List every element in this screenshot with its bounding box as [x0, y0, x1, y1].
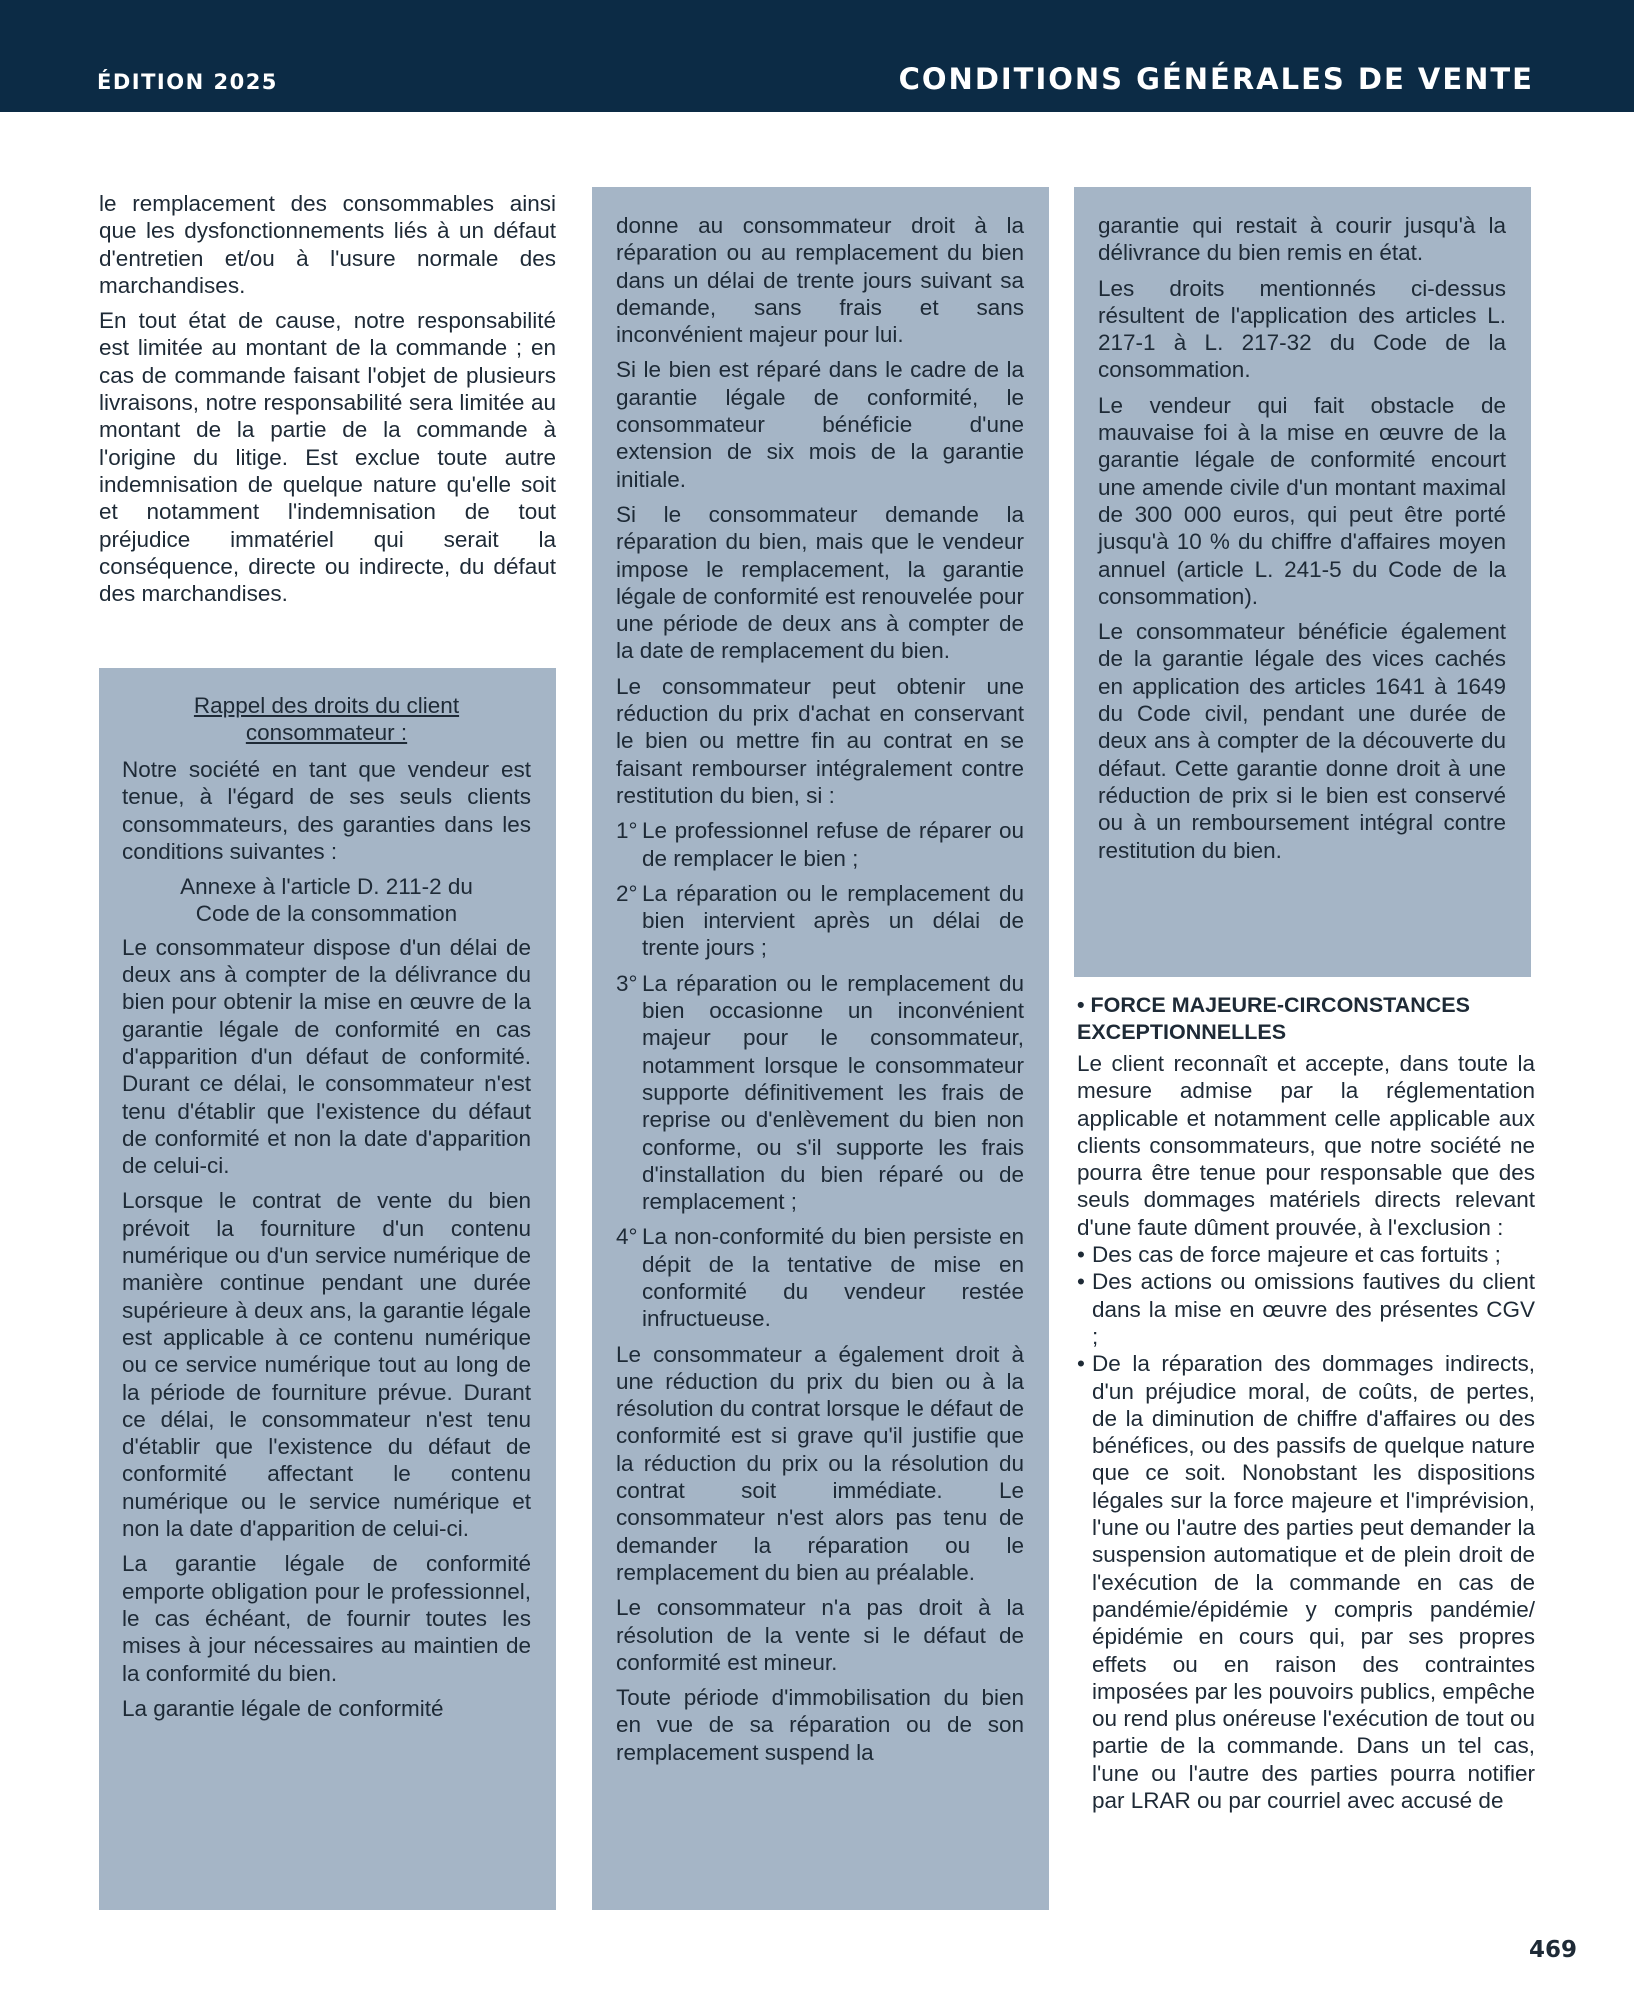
box-left-paragraph-2: Lorsque le contrat de vente du bien prévoit la fourniture d'un contenu numérique ou d'un service numérique de manière continue pendant une durée supérieure à deux ans, la garantie légale est applicable à ce contenu numérique ou ce service numérique tout au long de la période de fourniture prévue. Durant ce délai, le consommateur n'est tenu d'établir que l'existence du défaut de conformité affectant le contenu numérique ou le service numérique et non la date d'apparition de celui-ci. [122, 1188, 531, 1542]
item-text: La réparation ou le remplacement du bien occasionne un inconvénient majeur pour le consommateur, notamment lorsque le consommateur supporte définitivement les frais de reprise ou d'enlèvement du bien non conforme, ou s'il supporte les frais d'installation du bien réparé ou de remplacement ; [642, 970, 1024, 1215]
item-text: Le professionnel refuse de réparer ou de remplacer le bien ; [642, 818, 1024, 871]
box-right-paragraph-4: Le consommateur bénéficie également de la garantie légale des vices cachés en application des articles 1641 à 1649 du Code civil, pendant une durée de deux ans à compter de la découverte du défaut. Cette garantie donne droit à une réduction de prix si le bien est conservé ou à un remboursement intégral contre restitution du bien. [1098, 619, 1506, 863]
box-mid-paragraph-1: donne au consommateur droit à la réparation ou au remplacement du bien dans un délai de trente jours suivant sa demande, sans frais et sans inconvénient majeur pour lui. [616, 213, 1024, 348]
box-mid-paragraph-3: Si le consommateur demande la réparation du bien, mais que le vendeur impose le remplacement, la garantie légale de conformité est renouvelée pour une période de deux ans à compter de la date de remplacement du bien. [616, 501, 1024, 664]
document-title: CONDITIONS GÉNÉRALES DE VENTE [898, 62, 1534, 96]
box-left-paragraph-4: La garantie légale de conformité [122, 1695, 444, 1721]
item-text: La non-conformité du bien persiste en dépit de la tentative de mise en conformité du vendeur restée infructueuse. [642, 1224, 1024, 1332]
numbered-item [616, 1223, 1024, 1332]
bullet-text: De la réparation des dommages indirects, d'un préjudice moral, de coûts, de pertes, de la diminution de chiffre d'affaires ou des bénéfices, ou des passifs de quelque nature que ce soit. Nonobstant les dispositions légales sur la force majeure et l'imprévision, l'une ou l'autre des parties peut demander la suspension automatique et de plein droit de l'exécution de la commande en cas de pandémie/épidémie y compris pandémie/épidémie en cours qui, par ses propres effets ou en raison des contraintes imposées par les pouvoirs publics, empêche ou rend plus onéreuse l'exécution de tout ou partie de la commande. Dans un tel cas, l'une ou l'autre des parties pourra notifier par LRAR ou par courriel avec accusé de [1092, 1351, 1535, 1814]
box-left-paragraph-1: Le consommateur dispose d'un délai de deux ans à compter de la délivrance du bien pour obtenir la mise en œuvre de la garantie légale de conformité en cas d'apparition d'un défaut de conformité. Durant ce délai, le consommateur n'est tenu d'établir que l'existence du défaut de conformité et non la date d'apparition de celui-ci. [122, 934, 531, 1179]
item-number: 1° [616, 818, 638, 844]
force-majeure-intro: Le client reconnaît et accepte, dans toute la mesure admise par la réglementation applicable et notamment celle applicable aux clients consommateurs, que notre société ne pourra être tenue pour responsable que des seuls dommages matériels directs relevant d'une faute dûment prouvée, à l'exclusion : [1077, 1051, 1535, 1240]
consumer-rights-box [99, 668, 556, 1910]
left-paragraph-2: En tout état de cause, notre responsabilité est limitée au montant de la commande ; en cas de commande faisant l'objet de plusieurs livraisons, notre responsabilité sera limitée au montant de la partie de la commande à l'origine du litige. Est exclue toute autre indemnisation de quelque nature qu'elle soit et notamment l'indemnisation de tout préjudice immatériel qui serait la conséquence, directe ou indirecte, du défaut des marchandises. [99, 308, 556, 607]
annex-reference [122, 873, 531, 928]
item-number: 2° [616, 880, 638, 906]
box-right-paragraph-2: Les droits mentionnés ci-dessus résultent de l'application des articles L. 217-1 à L. 217-32 du Code de la consommation. [1098, 275, 1506, 383]
consumer-rights-intro: Notre société en tant que vendeur est tenue, à l'égard de ses seuls clients consommateurs, des garanties dans les conditions suivantes : [122, 757, 531, 864]
box-mid-paragraph-6: Le consommateur n'a pas droit à la résolution de la vente si le défaut de conformité est mineur. [616, 1595, 1024, 1675]
bullet-glyph: • [1077, 1351, 1085, 1377]
warranty-box-middle [592, 187, 1049, 1910]
force-majeure-heading-line-2: EXCEPTIONNELLES [1077, 1020, 1287, 1044]
consumer-rights-title-line-2: consommateur : [245, 720, 408, 745]
right-column [1077, 992, 1535, 1814]
bullet-item [1077, 1350, 1535, 1814]
box-right-paragraph-3: Le vendeur qui fait obstacle de mauvaise foi à la mise en œuvre de la garantie légale de conformité encourt une amende civile d'un montant maximal de 300 000 euros, qui peut être porté jusqu'à 10 % du chiffre d'affaires moyen annuel (article L. 241-5 du Code de la consommation). [1098, 392, 1506, 609]
bullet-glyph: • [1077, 1242, 1085, 1268]
page-number: 469 [1528, 1937, 1577, 1963]
force-majeure-heading-line-1: • FORCE MAJEURE-CIRCONSTANCES [1077, 993, 1470, 1017]
item-number: 4° [616, 1224, 638, 1250]
bullet-glyph: • [1077, 1269, 1085, 1295]
left-paragraph-1: le remplacement des consommables ainsi que les dysfonctionnements liés à un défaut d'entretien et/ou à l'usure normale des marchandises. [99, 191, 556, 298]
box-right-paragraph-1: garantie qui restait à courir jusqu'à la délivrance du bien remis en état. [1098, 213, 1506, 266]
box-left-paragraph-3: La garantie légale de conformité emporte obligation pour le professionnel, le cas échéant, de fournir toutes les mises à jour nécessaires au maintien de la conformité du bien. [122, 1551, 531, 1686]
numbered-item [616, 880, 1024, 962]
consumer-rights-title-line-1: Rappel des droits du client [193, 693, 460, 718]
bullet-item [1077, 1268, 1535, 1350]
numbered-item [616, 817, 1024, 872]
left-column [99, 190, 556, 615]
force-majeure-heading [1077, 992, 1535, 1046]
numbered-item [616, 970, 1024, 1216]
annex-line-2: Code de la consommation [195, 901, 458, 927]
warranty-box-right [1074, 187, 1531, 977]
consumer-rights-title [122, 692, 531, 746]
bullet-text: Des actions ou omissions fautives du client dans la mise en œuvre des présentes CGV ; [1092, 1269, 1535, 1349]
box-mid-paragraph-5: Le consommateur a également droit à une réduction du prix du bien ou à la résolution du contrat lorsque le défaut de conformité est si grave qu'il justifie que la réduction du prix ou la résolution du contrat soit immédiate. Le consommateur n'est alors pas tenu de demander la réparation ou le remplacement du bien au préalable. [616, 1341, 1024, 1585]
box-mid-paragraph-4: Le consommateur peut obtenir une réduction du prix d'achat en conservant le bien ou mettre fin au contrat en se faisant rembourser intégralement contre restitution du bien, si : [616, 673, 1024, 808]
box-mid-paragraph-7: Toute période d'immobilisation du bien en vue de sa réparation ou de son remplacement suspend la [616, 1685, 1024, 1765]
bullet-item [1077, 1241, 1535, 1268]
page-header [0, 0, 1634, 112]
bullet-text: Des cas de force majeure et cas fortuits ; [1092, 1242, 1501, 1268]
annex-line-1: Annexe à l'article D. 211-2 du [180, 874, 473, 900]
item-number: 3° [616, 970, 638, 996]
item-text: La réparation ou le remplacement du bien intervient après un délai de trente jours ; [642, 880, 1024, 961]
edition-label: ÉDITION 2025 [97, 70, 278, 94]
box-mid-paragraph-2: Si le bien est réparé dans le cadre de la garantie légale de conformité, le consommateur bénéficie d'une extension de six mois de la garantie initiale. [616, 357, 1024, 492]
